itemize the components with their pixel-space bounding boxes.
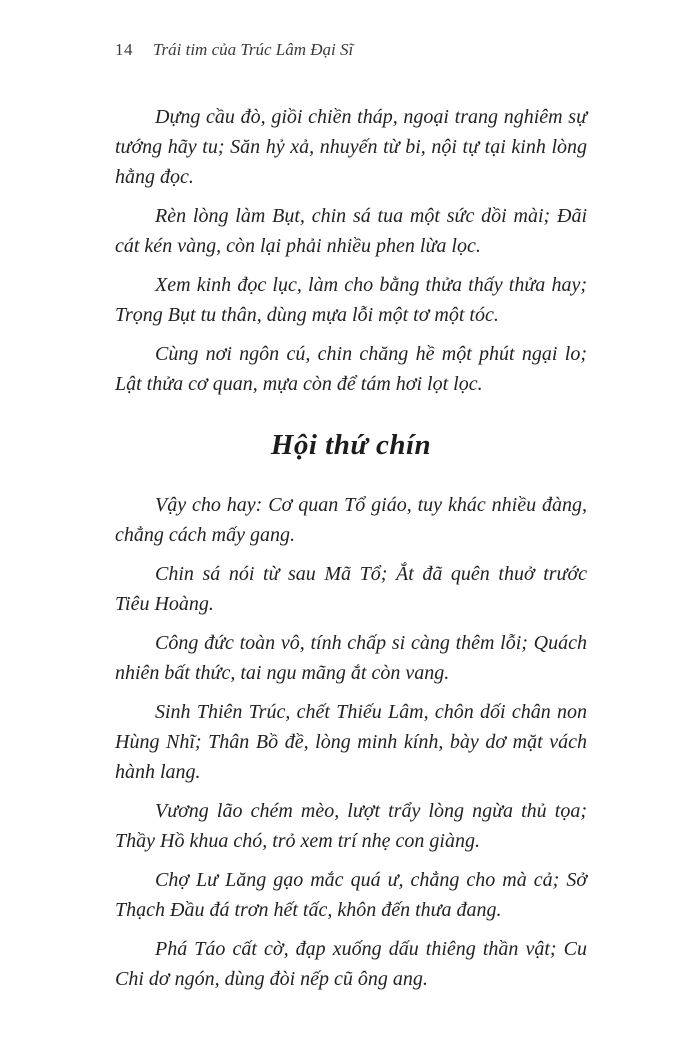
paragraph: Phá Táo cất cờ, đạp xuống dấu thiêng thần vật; Cu Chi dơ ngón, dùng đòi nếp cũ ông ang. <box>115 938 587 990</box>
paragraph: Chợ Lư Lăng gạo mắc quá ư, chẳng cho mà cả; Sở Thạch Đầu đá trơn hết tấc, khôn đến thưa đang. <box>115 869 587 921</box>
page-body <box>115 102 587 994</box>
page-number: 14 <box>115 40 133 59</box>
paragraph: Vậy cho hay: Cơ quan Tổ giáo, tuy khác nhiều đàng, chẳng cách mấy gang. <box>115 494 587 546</box>
paragraph: Vương lão chém mèo, lượt trẩy lòng ngừa thủ tọa; Thầy Hồ khua chó, trỏ xem trí nhẹ con giàng. <box>115 800 587 852</box>
paragraph: Cùng nơi ngôn cú, chin chăng hề một phút ngại lo; Lật thửa cơ quan, mựa còn để tám hơi lọt lọc. <box>115 343 587 395</box>
book-title: Trái tim của Trúc Lâm Đại Sĩ <box>153 40 354 59</box>
running-header <box>115 40 587 60</box>
paragraph: Rèn lòng làm Bụt, chin sá tua một sức dồi mài; Đãi cát kén vàng, còn lại phải nhiều phen lừa lọc. <box>115 205 587 257</box>
paragraph: Công đức toàn vô, tính chấp si càng thêm lỗi; Quách nhiên bất thức, tai ngu mãng ắt còn vang. <box>115 632 587 684</box>
paragraph: Xem kinh đọc lục, làm cho bằng thửa thấy thửa hay; Trọng Bụt tu thân, dùng mựa lỗi một tơ một tóc. <box>115 274 587 326</box>
paragraph: Chin sá nói từ sau Mã Tổ; Ắt đã quên thuở trước Tiêu Hoàng. <box>115 563 587 615</box>
paragraph: Dựng cầu đò, giồi chiền tháp, ngoại trang nghiêm sự tướng hãy tu; Săn hỷ xả, nhuyến từ bi, nội tự tại kinh lòng hằng đọc. <box>115 106 587 188</box>
paragraph: Sinh Thiên Trúc, chết Thiếu Lâm, chôn dối chân non Hùng Nhĩ; Thân Bồ đề, lòng minh kính, bày dơ mặt vách hành lang. <box>115 701 587 783</box>
section-heading: Hội thứ chín <box>270 429 432 461</box>
